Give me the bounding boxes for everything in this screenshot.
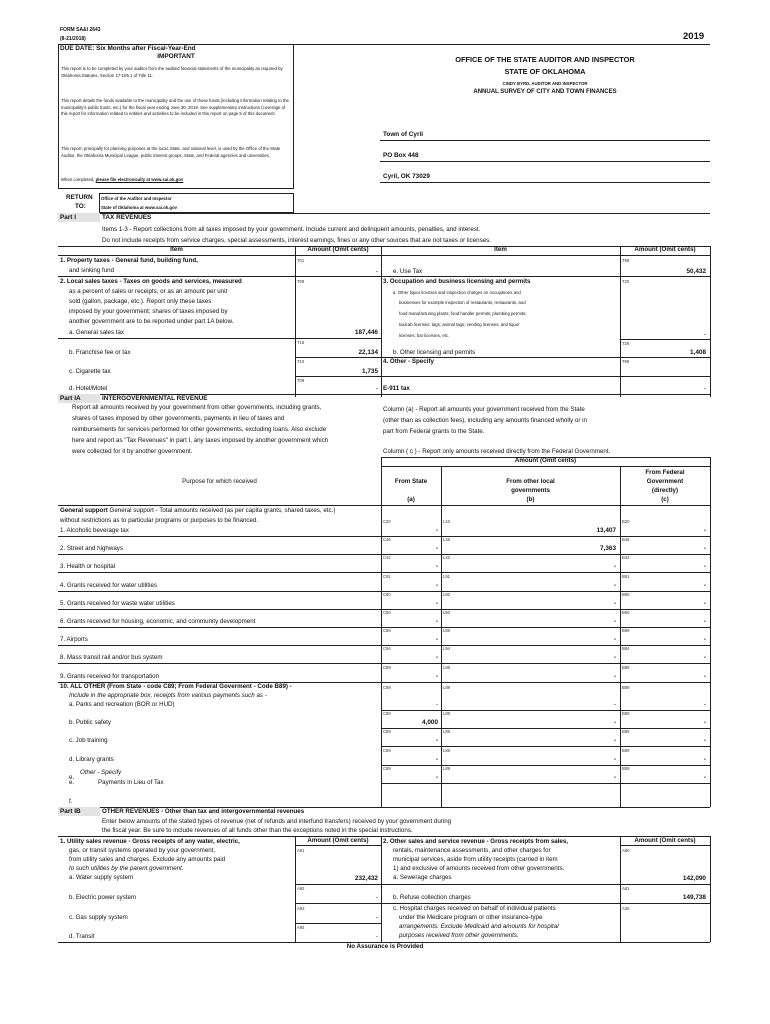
ia-row-value-federal[interactable]: - — [703, 527, 706, 534]
part-1a-instr-3: reimbursements for services performed for other governments, excluding loans. Also exclude — [72, 426, 327, 433]
other-specify-label: 4. Other - Specify — [383, 358, 434, 365]
hospital-desc-2: arrangements. Exclude Medicaid and amounts for hospital — [399, 923, 559, 930]
ia-row-label: 4. Grants received for water utilities — [60, 581, 157, 589]
value-other-licensing[interactable]: 1,408 — [690, 349, 706, 356]
due-date: DUE DATE: Six Months after Fiscal-Year-End — [60, 45, 196, 52]
code-a81: A81 — [622, 886, 630, 891]
pilot-prefix: e. — [69, 779, 75, 786]
all-other-label: 10. ALL OTHER (From State - code C89; From Federal Goverment - Code B89) - — [60, 683, 292, 690]
ia-row-value-federal[interactable]: - — [703, 755, 706, 763]
po-box: PO Box 448 — [383, 152, 419, 159]
code-t99-other: T99 — [622, 359, 630, 364]
part-1a-amount-header: Amount (Omit cents) — [514, 457, 577, 464]
other-sales-desc-3: 1) and exclusive of amounts received from other governments. — [393, 865, 565, 872]
ia-row-code-local: L80 — [443, 591, 450, 597]
form-revision: (8-21/2018) — [60, 36, 86, 42]
form-year: 2019 — [683, 31, 705, 42]
ia-row-code-state: C89 — [383, 711, 391, 716]
ia-row-value-federal[interactable]: - — [703, 545, 706, 553]
ia-row-code-state: C91 — [383, 573, 391, 579]
ia-row-value-federal[interactable]: - — [703, 618, 706, 625]
code-parks-c: B89 — [622, 685, 630, 690]
value-refuse[interactable]: 149,738 — [682, 894, 706, 901]
ia-row-value-state[interactable]: - — [435, 599, 438, 607]
code-t99: T99 — [622, 258, 630, 263]
utility-sales-desc-1: gas, or transit systems operated by your government, — [69, 847, 216, 854]
code-parks-a: C89 — [383, 685, 391, 690]
hospital-desc-1: under the Medicare program or other insurance-type — [399, 914, 543, 921]
ia-row-code-state: C89 — [383, 765, 391, 771]
col-c-instr: Column ( c ) - Report only amounts received directly from the Federal Government. — [383, 448, 611, 455]
ib-amount-header-left: Amount (Omit cents) — [307, 837, 369, 844]
ia-row-value-state[interactable]: - — [435, 545, 438, 553]
sales-taxes-desc-1: as a percent of sales or receipts, or as an amount per unit — [69, 288, 228, 295]
value-e911-tax[interactable]: - — [703, 385, 706, 392]
general-sales-tax-label: a. General sales tax — [69, 329, 125, 336]
part-1a-instr-5: were collected for it by another government. — [72, 448, 193, 455]
ia-row-code-local: L89 — [443, 664, 450, 670]
ia-row-code-state: C89 — [383, 628, 391, 634]
code-t01: T01 — [297, 258, 305, 263]
ia-row-value-local[interactable]: - — [613, 672, 616, 680]
col-a-instr-3: part from Federal grants to the State. — [383, 428, 485, 435]
ia-row-code-state: C94 — [383, 646, 391, 652]
note-planning: This report, principally for planning purposes at the local, State, and national level, is used by the Office of the State Auditor, the Oklahoma Municipal League, public interest groups, State, and Federal agencies and universities. — [61, 146, 281, 158]
part-1a-label: Part IA — [60, 395, 81, 402]
code-a91: A91 — [297, 848, 305, 853]
ia-row-code-local: L94 — [443, 646, 450, 652]
ia-row-value-local[interactable]: - — [613, 563, 616, 571]
code-a80: A80 — [622, 848, 630, 853]
ia-row-value-federal[interactable]: - — [703, 636, 706, 644]
ia-row-label: 9. Grants received for transportation — [60, 672, 160, 680]
ia-row-code-federal: B89 — [622, 664, 630, 670]
ia-row-value-local[interactable]: - — [613, 599, 616, 607]
ia-row-value-state[interactable]: - — [435, 527, 438, 534]
licensing-desc-1: a. Other liquor licenses and inspection charges on occupations and — [393, 290, 521, 295]
ia-row-code-federal: B89 — [622, 765, 630, 771]
ia-row-code-federal: B89 — [622, 747, 630, 753]
ia-row-code-local: L89 — [443, 765, 450, 771]
amount-header-right: Amount (Omit cents) — [634, 246, 696, 253]
ia-row-label: 1. Alcoholic beverage tax — [60, 527, 129, 534]
transit-label: d. Transit — [69, 933, 95, 940]
ia-row-value-state[interactable]: - — [435, 737, 438, 745]
all-other-desc: Include in the appropriate box, receipts from various payments such as - — [69, 692, 267, 699]
ia-row-label: 6. Grants received for housing, economic, and community development — [60, 618, 256, 625]
town-name: Town of Cyril — [383, 131, 423, 138]
electric-power-label: b. Electric power system — [69, 894, 137, 901]
value-electric-power[interactable]: - — [375, 894, 378, 901]
ia-row-label: c. Job training — [69, 737, 108, 745]
other-specify-ia: Other - Specify — [80, 769, 122, 776]
ia-row-label: b. Public safety — [69, 719, 111, 726]
part-1b-title: OTHER REVENUES - Other than tax and intergovernmental revenues — [102, 808, 305, 815]
important-heading: IMPORTANT — [157, 53, 195, 60]
parks-recreation-label: a. Parks and recreation (BOR or HUD) — [69, 701, 175, 708]
f-label: f. — [69, 798, 73, 805]
ia-row-value-local[interactable]: - — [613, 755, 616, 763]
item-header-right: Item — [494, 246, 507, 253]
licensing-desc-2: businesses for example inspection of restaurants, restaurants, and — [399, 300, 526, 305]
licensing-desc-4: taxicab licenses; tags; animal tags; vending licenses, and liquor — [399, 322, 520, 327]
licensing-desc-3: food manufacturing plants; food handler permits; plumbing permits; — [399, 311, 527, 316]
value-gas-supply[interactable]: - — [375, 914, 378, 921]
return-line-2: State of Oklahoma at www.sai.ok.gov — [101, 205, 178, 210]
ia-row-code-local: L42 — [443, 555, 450, 561]
part-1-instr-1: Items 1-3 - Report collections from all taxes imposed by your government. Include current and delinquent amounts, penalties, and interest. — [102, 226, 481, 233]
ia-row-code-local: L10 — [443, 519, 450, 524]
city-state: Cyril, OK 73029 — [383, 173, 430, 180]
code-a92: A92 — [297, 886, 305, 891]
ia-row-value-state[interactable]: - — [435, 581, 438, 589]
licensing-desc-5: licenses; bar licenses, etc. — [399, 333, 450, 338]
ia-row-label: 7. Airports — [60, 636, 88, 644]
ia-row-value-local[interactable]: - — [613, 581, 616, 589]
value-use-tax[interactable]: 50,432 — [686, 268, 706, 275]
ia-row-code-state: C80 — [383, 591, 391, 597]
pilot-label: Payments in Lieu of Tax — [98, 779, 164, 786]
sewerage-label: a. Sewerage charges — [393, 874, 452, 881]
value-general-sales-tax[interactable]: 187,446 — [354, 329, 378, 336]
col-a-title: From State — [394, 478, 428, 485]
value-sewerage[interactable]: 142,090 — [682, 875, 706, 882]
utility-sales-desc-3: to such utilities by the parent government. — [69, 865, 184, 872]
ia-row-code-local: L91 — [443, 573, 450, 579]
ia-row-code-local: L89 — [443, 747, 450, 753]
ia-row-value-state[interactable]: - — [435, 755, 438, 763]
ia-row-label: d. Library grants — [69, 755, 114, 763]
form-number: FORM SA&I 2643 — [60, 27, 101, 33]
general-support-label: General support General support - Total amounts received (as per capita grants, shared taxes, etc.) — [60, 507, 336, 514]
value-parks-local[interactable]: - — [613, 701, 616, 708]
part-1b-instr-2: the fiscal year. Be sure to include revenues of all funds other than the exceptions noted in the special instructions. — [102, 827, 413, 834]
value-water-supply[interactable]: 232,432 — [354, 875, 378, 882]
code-t29: T29 — [622, 341, 630, 346]
survey-title: ANNUAL SURVEY OF CITY AND TOWN FINANCES — [473, 89, 617, 95]
value-occupation-licenses[interactable]: - — [703, 331, 706, 338]
hotel-motel-label: d. Hotel/Motel — [69, 385, 108, 392]
ia-row-label: 3. Health or hospital — [60, 563, 116, 571]
part-1-title: TAX REVENUES — [102, 214, 152, 221]
value-transit[interactable]: - — [375, 933, 378, 940]
hospital-desc-3: purposes received from other governments. — [399, 932, 519, 939]
other-sales-desc-1: rentals, maintenance assessments, and other charges for — [393, 847, 551, 854]
ia-row-label: 2. Street and highways — [60, 545, 123, 553]
ia-row-value-federal[interactable]: - — [703, 599, 706, 607]
cigarette-tax-label: c. Cigarette tax — [69, 368, 111, 375]
gas-supply-label: c. Gas supply system — [69, 914, 128, 921]
code-a36: A36 — [622, 906, 630, 911]
ia-row-value-local[interactable]: - — [613, 636, 616, 644]
ia-row-code-state: C42 — [383, 555, 391, 561]
purpose-header: Purpose for which received — [182, 478, 257, 485]
other-licensing-label: b. Other licensing and permits — [393, 349, 476, 356]
value-cigarette-tax[interactable]: 1,735 — [362, 368, 378, 375]
code-t08: T08 — [297, 378, 305, 383]
no-assurance: No Assurance is Provided — [346, 943, 424, 950]
code-a94: A94 — [297, 925, 305, 930]
ia-row-code-state: C89 — [383, 747, 391, 753]
value-parks-state[interactable]: - — [435, 701, 438, 708]
ia-row-value-state[interactable]: - — [435, 618, 438, 625]
ia-row-code-federal: B42 — [622, 555, 630, 561]
office-title: OFFICE OF THE STATE AUDITOR AND INSPECTOR — [455, 55, 635, 64]
ia-row-code-federal: B80 — [622, 591, 630, 597]
part-1a-instr-1: Report all amounts received by your government from other governments, including grants, — [72, 404, 322, 411]
item-header-left: Item — [170, 246, 183, 253]
ia-row-code-state: C20 — [383, 519, 391, 524]
file-electronically-link[interactable]: please file electronically at www.sai.ok.gov — [95, 177, 184, 182]
note-file: When completed, please file electronically at www.sai.ok.gov — [61, 177, 184, 182]
auditor-name: CINDY BYRD, AUDITOR AND INSPECTOR — [502, 81, 588, 86]
code-parks-b: L89 — [443, 685, 450, 690]
property-taxes-label-2: and sinking fund — [69, 267, 115, 274]
ia-row-code-federal: B50 — [622, 610, 630, 615]
ia-row-value-local[interactable]: - — [613, 654, 616, 662]
col-a-letter: (a) — [407, 496, 415, 503]
ia-row-value-federal[interactable]: - — [703, 581, 706, 589]
ia-row-code-local: L89 — [443, 628, 450, 634]
ia-row-value-federal[interactable]: - — [703, 563, 706, 571]
ia-row-value-local[interactable]: - — [613, 773, 616, 781]
sales-taxes-desc-4: another government are to be reported under part 1A below. — [69, 318, 234, 325]
utility-sales-label: 1. Utility sales revenue - Gross receipts of any water, electric, — [60, 838, 240, 845]
part-1-label: Part I — [60, 214, 76, 221]
ia-row-value-local[interactable]: - — [613, 618, 616, 625]
col-b-title-1: From other local — [506, 478, 555, 485]
ia-row-label: e. — [69, 773, 75, 781]
part-1a-title: INTERGOVERNMENTAL REVENUE — [102, 395, 208, 402]
refuse-label: b. Refuse collection charges — [393, 894, 471, 901]
return-line-1: Office of the Auditor and Inspector — [101, 196, 172, 201]
ia-row-value-state[interactable]: - — [435, 654, 438, 662]
ia-row-value-federal[interactable]: - — [703, 672, 706, 680]
note-funds: This report details the funds available to the municipality and the use of those funds (including information relating to the municipality's public trusts, etc.) for the fiscal year ending June 30, 2019. See supplementary instructions (coverage of this report for information related to entities and activities to be included in this report on page 5 of this document. — [61, 98, 289, 117]
ib-amount-header-right: Amount (Omit cents) — [634, 837, 696, 844]
value-hotel-motel[interactable]: - — [375, 385, 378, 392]
ia-row-value-local[interactable]: - — [613, 737, 616, 745]
value-property-taxes[interactable]: - — [375, 268, 378, 275]
sales-taxes-label: 2. Local sales taxes - Taxes on goods and services, measured — [60, 278, 242, 285]
ia-row-code-federal: B20 — [622, 519, 630, 524]
water-supply-label: a. Water supply system — [69, 874, 134, 881]
code-t09: T09 — [297, 279, 305, 284]
value-parks-federal[interactable]: - — [703, 701, 706, 708]
value-franchise-tax[interactable]: 22,134 — [358, 349, 378, 356]
ia-row-code-state: C89 — [383, 729, 391, 735]
property-taxes-label: 1. Property taxes - General fund, building fund, — [60, 257, 198, 264]
ia-row-value-federal[interactable]: - — [703, 737, 706, 745]
part-1a-instr-2: shares of taxes imposed by other governments, payments in lieu of taxes and — [72, 415, 285, 422]
ia-row-value-federal[interactable]: - — [703, 773, 706, 781]
col-b-letter: (b) — [526, 496, 535, 503]
ia-row-code-federal: B89 — [622, 628, 630, 634]
e911-tax-label: E-911 tax — [383, 385, 410, 392]
other-sales-label: 2. Other sales and service revenue - Gross receipts from sales, — [383, 838, 569, 845]
code-t20: T20 — [622, 279, 630, 284]
part-1b-label: Part IB — [60, 808, 81, 815]
part-1a-instr-4: here and report as "Tax Revenues" in part I, any taxes imposed by another government which — [72, 437, 329, 444]
ia-row-value-state[interactable]: - — [435, 773, 438, 781]
col-c-letter: (c) — [661, 496, 669, 503]
ia-row-value-local[interactable]: - — [613, 719, 616, 726]
col-c-title-3: (directly) — [651, 487, 679, 494]
ia-row-code-federal: B46 — [622, 537, 630, 543]
use-tax-label: e. Use Tax — [393, 268, 423, 275]
sales-taxes-desc-2: sold (gallon, package, etc.). Report only these taxes — [69, 298, 212, 305]
hospital-label: c. Hospital charges received on behalf of individual patients — [393, 905, 556, 912]
ia-row-value-state[interactable]: - — [435, 636, 438, 644]
ia-row-value-local[interactable]: 7,363 — [600, 545, 616, 553]
sales-taxes-desc-3: imposed by your government; shares of taxes imposed by — [69, 308, 228, 315]
ia-row-value-federal[interactable]: - — [703, 719, 706, 726]
ia-row-code-local: L89 — [443, 711, 450, 716]
general-support-desc: without restrictions as to particular programs or purposes to be financed. — [60, 517, 259, 524]
ia-row-label: 8. Mass transit rail and/or bus system — [60, 654, 163, 662]
col-a-instr-1: Column (a) - Report all amounts your government received from the State — [383, 406, 585, 413]
code-t10: T10 — [297, 359, 305, 364]
part-1-instr-2: Do not include receipts from service charges, special assessments, interest earnings, fines or any other sources that are not taxes or licenses. — [102, 237, 491, 244]
ia-row-code-local: L89 — [443, 729, 450, 735]
ia-row-code-state: C89 — [383, 664, 391, 670]
note-auditor: This report is to be completed by your auditor from the audited financial statements of the municipality as required by Oklahoma Statutes, Section 17-105.1 of Title 11. — [61, 66, 283, 78]
other-sales-desc-2: municipal services, aside from utility receipts (carried in item — [393, 856, 558, 863]
ia-row-code-state: C50 — [383, 610, 391, 615]
col-c-title-1: From Federal — [645, 469, 685, 476]
ia-row-value-state[interactable]: - — [435, 672, 438, 680]
ia-row-value-local[interactable]: 13,407 — [596, 527, 616, 534]
ia-row-value-federal[interactable]: - — [703, 654, 706, 662]
ia-row-value-state[interactable]: 4,000 — [422, 719, 438, 726]
ia-row-code-federal: B91 — [622, 573, 630, 579]
return-to-label: TO: — [75, 203, 86, 210]
code-t15: T15 — [297, 340, 305, 345]
ia-row-code-federal: B89 — [622, 729, 630, 735]
col-c-title-2: Government — [646, 478, 684, 485]
col-a-instr-2: (other than as collection fees), including any amounts financed wholly or in — [383, 417, 587, 424]
code-a93: A93 — [297, 906, 305, 911]
ia-row-code-local: L46 — [443, 537, 450, 543]
ia-row-code-federal: B94 — [622, 646, 630, 652]
return-label: RETURN — [66, 194, 93, 201]
col-b-title-2: governments — [511, 487, 550, 494]
state-title: STATE OF OKLAHOMA — [504, 67, 586, 76]
amount-header-left: Amount (Omit cents) — [307, 246, 369, 253]
franchise-tax-label: b. Franchise fee or tax — [69, 349, 131, 356]
ia-row-code-federal: B89 — [622, 711, 630, 716]
licensing-label: 3. Occupation and business licensing and permits — [383, 278, 531, 285]
ia-row-label: 5. Grants received for waste water utilities — [60, 599, 175, 607]
ia-row-code-local: L50 — [443, 610, 450, 615]
ia-row-code-state: C46 — [383, 537, 391, 543]
part-1b-instr-1: Enter below amounts of the stated types of revenue (net of refunds and interfund transfers) received by your government during — [102, 818, 452, 825]
ia-row-value-state[interactable]: - — [435, 563, 438, 571]
utility-sales-desc-2: from utility sales and charges. Exclude any amounts paid — [69, 856, 226, 863]
